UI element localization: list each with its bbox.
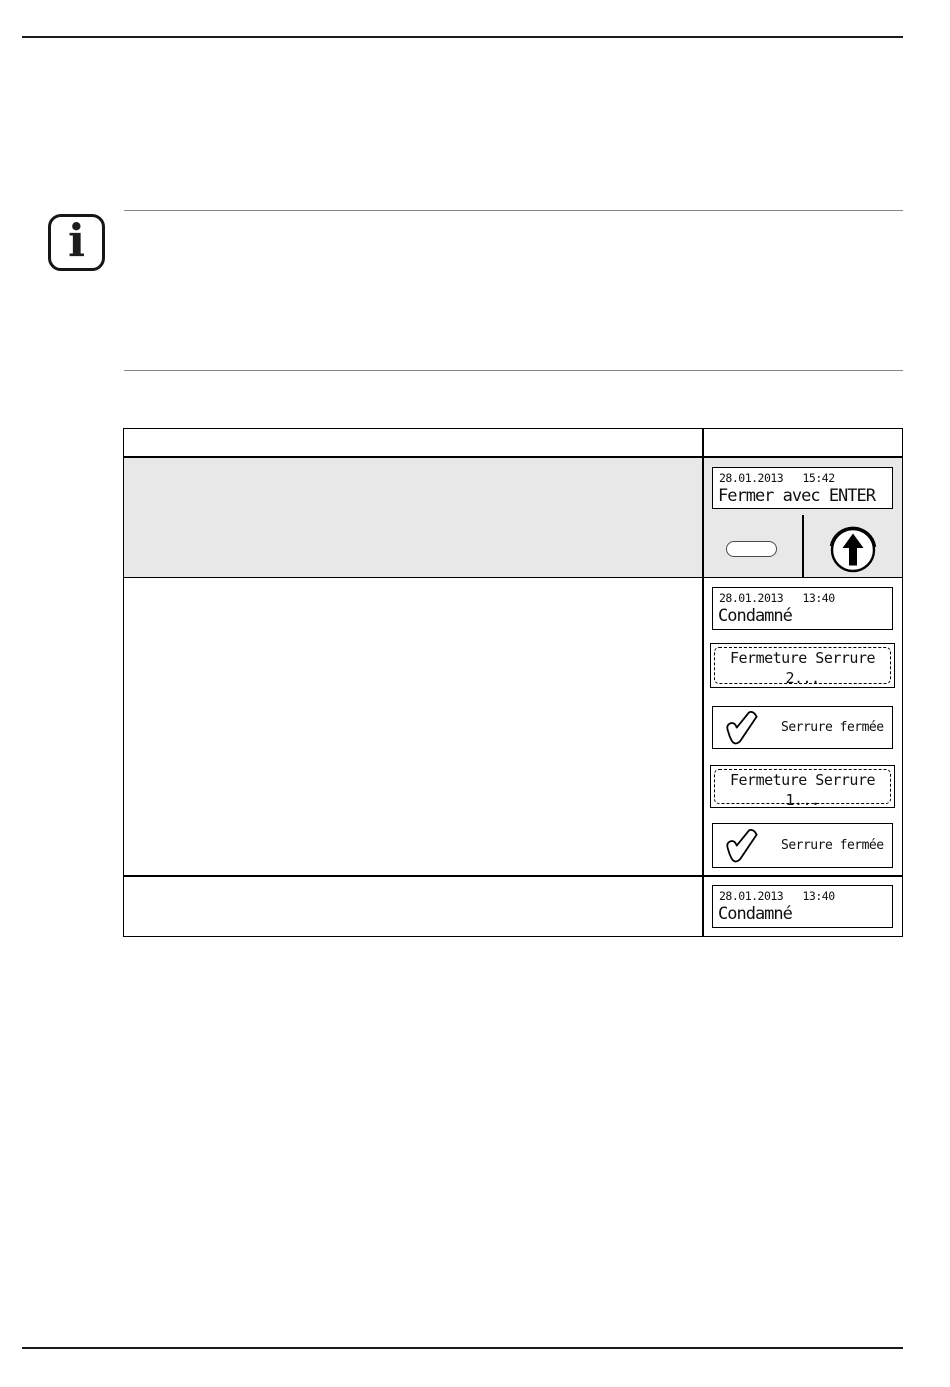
table-row1-separator [124, 577, 902, 579]
popup-line1: Fermeture Serrure [729, 771, 876, 789]
lcd-datetime: 28.01.2013 13:40 [719, 889, 835, 903]
info-icon-glyph: i [67, 214, 86, 267]
check-icon [724, 710, 759, 746]
table-row2-separator [124, 875, 902, 877]
key-cell-divider [802, 515, 804, 577]
lcd-display-locked-status [712, 587, 893, 630]
lcd-confirm-lock-closed [712, 706, 893, 749]
note-bottom-rule [124, 370, 903, 371]
page-top-rule [22, 36, 903, 38]
lcd-popup-closing-lock-1 [710, 765, 895, 808]
lcd-datetime: 28.01.2013 15:42 [719, 471, 835, 485]
lcd-datetime: 28.01.2013 13:40 [719, 591, 835, 605]
procedure-table [123, 428, 903, 937]
table-column-divider [702, 429, 704, 936]
popup-line2: 2... [785, 669, 820, 687]
popup-line2: 1... [785, 791, 820, 808]
lcd-display-close-prompt [712, 467, 893, 509]
confirm-text: Serrure fermée [781, 720, 884, 735]
lcd-display-locked-status [712, 885, 893, 928]
note-top-rule [124, 210, 903, 211]
lcd-message: Fermer avec ENTER [718, 485, 875, 506]
enter-key-icon [827, 522, 879, 574]
confirm-text: Serrure fermée [781, 838, 884, 853]
lcd-popup-closing-lock-2 [710, 643, 895, 688]
lcd-confirm-lock-closed [712, 823, 893, 868]
info-icon [48, 214, 105, 271]
key-button-icon [726, 541, 777, 557]
popup-line1: Fermeture Serrure [729, 649, 876, 667]
check-icon [724, 828, 759, 864]
lcd-message: Condamné [718, 605, 792, 626]
lcd-message: Condamné [718, 903, 792, 924]
page-bottom-rule [22, 1347, 903, 1349]
table-header-separator [124, 456, 902, 458]
